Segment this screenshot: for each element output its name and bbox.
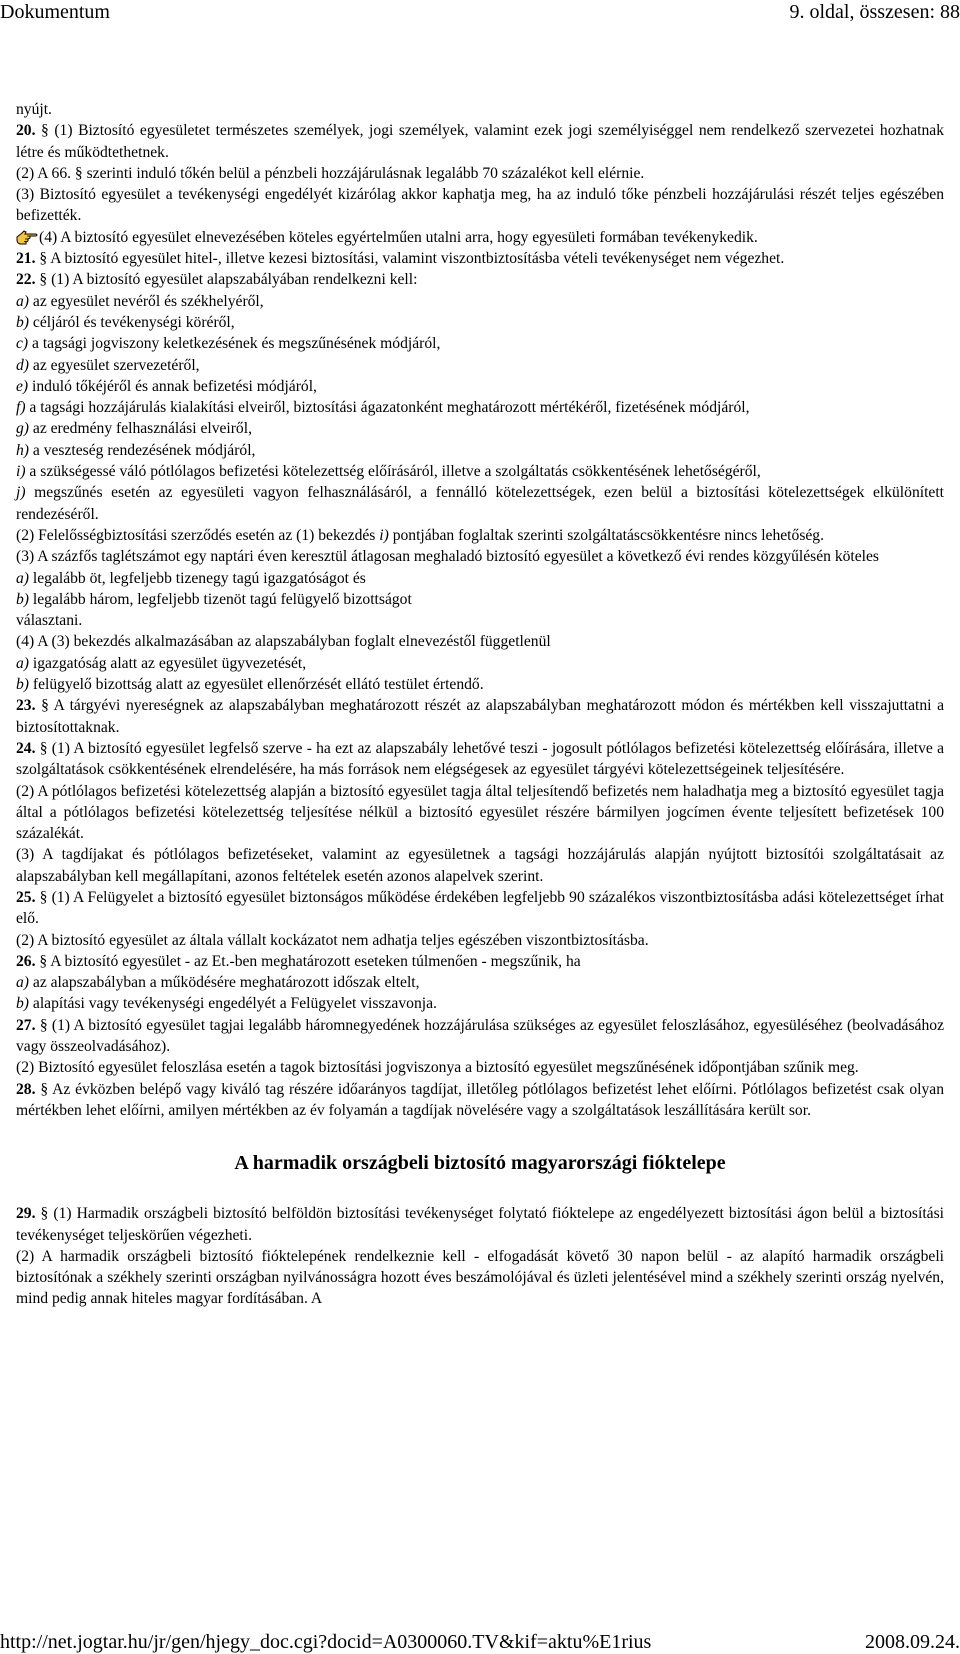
paragraph-text: (2) A harmadik országbeli biztosító fióktelepének rendelkeznie kell - elfogadását követő 30 napon belül - az alapító harmadik országbeli biztosítónak a székhely szerinti országban nyilvánosságra hozott éves beszámolójával és üzleti jelentésével mind a székhely szerinti ország nyelvén, mind pedig annak hiteles magyar fordításában. A [16,1247,944,1308]
section-number: 20. [16,122,36,140]
paragraph-text: § (1) A biztosító egyesület tagjai legalább háromnegyedének hozzájárulása szükséges az egyesület feloszlásához, egyesüléséhez (beolvadásához vagy összeolvadásához). [16,1016,944,1056]
list-marker: b) [16,313,29,331]
paragraph-text: a szükségessé váló pótlólagos befizetési kötelezettség előírásáról, illetve a szolgáltatás csökkentésének lehetőségéről, [25,463,761,481]
paragraph-text: § A biztosító egyesület - az Et.-ben meghatározott eseteken túlmenően - megszűnik, ha [39,952,581,970]
section-number: 22. [16,271,36,289]
paragraph-text: a veszteség rendezésének módjáról, [29,441,256,459]
paragraph [16,1057,944,1078]
section-paragraph [16,695,944,738]
paragraph-text: megszűnés esetén az egyesületi vagyon felhasználásáról, a fennálló kötelezettségek, ezen belül a biztosítási kötelezettségek elkülönített rendezéséről. [16,484,944,523]
list-item [16,461,944,482]
paragraph-text: a tagsági hozzájárulás kialakítási elveiről, biztosítási ágazatonként meghatározott mértékéről, fizetésének módjáról, [25,399,750,417]
paragraph-text: § A tárgyévi nyereségnek az alapszabályban meghatározott részét az alapszabályban meghatározott módon és mértékben kell visszajuttatni a biztosítottaknak. [16,697,944,736]
section-title: A harmadik országbeli biztosító magyarországi fióktelepe [234,1152,726,1175]
paragraph [16,1246,944,1310]
paragraph-text: az egyesület szervezetéről, [29,356,200,374]
paragraph-text: választani. [16,612,83,630]
list-marker: c) [16,335,29,353]
section-number: 26. [16,952,36,970]
list-item [16,333,944,354]
document-title: Dokumentum [0,1,110,23]
section-paragraph [16,248,944,269]
paragraph-text: legalább öt, legfeljebb tizenegy tagú igazgatóságot és [29,569,366,587]
paragraph-text: (2) Biztosító egyesület feloszlása esetén a tagok biztosítási jogviszonya a biztosító egyesület megszűnésének időpontjában szűnik meg. [16,1059,859,1077]
list-item [16,440,944,461]
list-marker: a) [16,569,29,587]
list-item [16,397,944,418]
list-marker: d) [16,356,29,374]
paragraph-text: alapítási vagy tevékenységi engedélyét a Felügyelet visszavonja. [29,995,437,1013]
paragraph-text: § (1) Biztosító egyesületet természetes személyek, jogi személyek, valamint ezek jogi személyiséggel nem rendelkező szervezetei hozhatnak létre és működtethetnek. [16,122,944,161]
section-paragraph [16,738,944,781]
list-item [16,653,944,674]
list-marker: f) [16,399,26,417]
paragraph [16,227,944,248]
paragraph [16,99,944,120]
section-paragraph [16,1203,944,1246]
paragraph-text: az egyesület nevéről és székhelyéről, [29,292,264,310]
footer-date: 2008.09.24. [865,1631,960,1653]
paragraph-text: § (1) A biztosító egyesület legfelső szerve - ha ezt az alapszabály lehetővé teszi - jogosult pótlólagos befizetési kötelezettség előírására, illetve a szolgáltatások csökkentésének elrendelésére, ha más források nem elégségesek az egyesület tárgyévi kötelezettségeinek teljesítésére. [16,739,944,779]
footer-url[interactable]: http://net.jogtar.hu/jr/gen/hjegy_doc.cgi?docid=A0300060.TV&kif=aktu%E1rius [0,1631,652,1653]
pointing-hand-icon[interactable] [16,228,38,246]
paragraph-text: az alapszabályban a működésére meghatározott időszak eltelt, [29,974,420,992]
list-item [16,589,944,610]
paragraph-text: induló tőkéjéről és annak befizetési módjáról, [28,377,317,395]
paragraph-text: felügyelő bizottság alatt az egyesület ellenőrzését ellátó testület értendő. [29,676,484,694]
paragraph-text: § (1) A biztosító egyesület alapszabályában rendelkezni kell: [39,271,418,289]
paragraph [16,631,944,652]
list-item [16,482,944,525]
document-body [16,99,944,1310]
paragraph-text: (2) A 66. § szerinti induló tőkén belül a pénzbeli hozzájárulásnak legalább 70 százalékot kell elérnie. [16,164,645,182]
paragraph-text: nyújt. [16,101,52,118]
paragraph [16,546,944,567]
paragraph-text: a tagsági jogviszony keletkezésének és megszűnésének módjáról, [28,335,441,353]
section-paragraph [16,269,944,290]
paragraph-text: (3) A százfős taglétszámot egy naptári éven keresztül átlagosan meghaladó biztosító egyesület a következő évi rendes közgyűlésén köteles [16,548,879,566]
list-marker: j) [16,484,26,502]
paragraph-text: legalább három, legfeljebb tizenöt tagú felügyelő bizottságot [29,590,412,608]
list-marker: a) [16,974,29,992]
page-header [0,0,960,24]
paragraph [16,781,944,845]
paragraph-text: (4) A biztosító egyesület elnevezésében köteles egyértelműen utalni arra, hogy egyesületi formában tevékenykedik. [39,228,758,246]
list-marker: a) [16,292,29,310]
paragraph-text: az eredmény felhasználási elveiről, [29,420,252,438]
list-item [16,993,944,1014]
section-number: 24. [16,739,36,757]
paragraph [16,930,944,951]
paragraph-text-after: pontjában foglaltak szerinti szolgáltatáscsökkentésre nincs lehetőség. [388,526,824,544]
list-marker: b) [16,590,29,608]
section-number: 28. [16,1080,36,1098]
section-paragraph [16,1015,944,1058]
list-item [16,972,944,993]
section-number: 27. [16,1016,36,1034]
section-paragraph [16,951,944,972]
paragraph [16,610,944,631]
list-marker: b) [16,676,29,694]
list-marker: b) [16,995,29,1013]
paragraph-text: (2) A pótlólagos befizetési kötelezettség alapján a biztosító egyesület tagja által teljesítendő befizetés nem haladhatja meg a biztosító egyesület tagja által a pótlólagos befizetési kötelezettség teljesítése nélkül a biztosító egyesület részére bármilyen jogcímen évente teljesített befizetések 100 százalékát. [16,782,944,843]
list-marker: a) [16,654,29,672]
list-item [16,568,944,589]
paragraph-text: igazgatóság alatt az egyesület ügyvezetését, [29,654,307,672]
paragraph-text: (2) A biztosító egyesület az általa vállalt kockázatot nem adhatja teljes egészében viszontbiztosításba. [16,931,649,949]
paragraph [16,184,944,227]
list-item [16,291,944,312]
paragraph-text: § (1) Harmadik országbeli biztosító belföldön biztosítási tevékenységet folytató fióktelepe az engedélyezett biztosítási ágon belül a biztosítási tevékenységet teljeskörűen végezheti. [16,1205,944,1244]
list-item [16,674,944,695]
paragraph [16,525,944,546]
section-number: 23. [16,697,36,715]
paragraph-group-branch [16,1203,944,1309]
page-footer [0,1630,960,1654]
paragraph-text: (3) Biztosító egyesület a tevékenységi engedélyét kizárólag akkor kaphatja meg, ha az induló tőke pénzbeli hozzájárulási részét teljes egészében befizették. [16,186,944,225]
section-number: 29. [16,1205,36,1223]
list-item [16,376,944,397]
list-item [16,355,944,376]
list-marker: i) [16,463,26,481]
paragraph-text: § A biztosító egyesület hitel-, illetve kezesi biztosítási, valamint viszontbiztosításba vételi tevékenységet nem végezhet. [39,250,785,268]
list-marker: e) [16,377,29,395]
paragraph-text: (4) A (3) bekezdés alkalmazásában az alapszabályban foglalt elnevezéstől függetlenül [16,633,551,651]
paragraph-text: § Az évközben belépő vagy kiváló tag részére időarányos tagdíjat, illetőleg pótlólagos befizetést lehet előírni. Pótlólagos befizetést csak olyan mértékben lehet előírni, amilyen mértékben az év folyamán a tagdíjak növelésére vagy a szolgáltatások leszállítására került sor. [16,1080,944,1119]
paragraph [16,163,944,184]
paragraph [16,844,944,887]
section-number: 21. [16,250,36,268]
list-marker: g) [16,420,29,438]
paragraph-text: (2) Felelősségbiztosítási szerződés esetén az (1) bekezdés [16,526,380,544]
page-info: 9. oldal, összesen: 88 [789,1,960,23]
list-item [16,312,944,333]
section-paragraph [16,1079,944,1122]
paragraph-text: (3) A tagdíjakat és pótlólagos befizetéseket, valamint az egyesületnek a tagsági hozzájárulás alapján nyújtott biztosítói szolgáltatásait az alapszabályban kell megállapítani, azonos feltételek esetén azonos alapelvek szerint. [16,846,944,885]
section-number: 25. [16,888,36,906]
paragraph-text: céljáról és tevékenységi köréről, [29,313,235,331]
list-marker: h) [16,441,29,459]
inline-reference: i) [379,526,389,544]
paragraph-text: § (1) A Felügyelet a biztosító egyesület biztonságos működése érdekében legfeljebb 90 százalékos viszontbiztosításba adási kötelezettséget írhat elő. [16,888,945,928]
section-paragraph [16,120,944,163]
paragraph-group-association [16,99,944,1121]
list-item [16,418,944,439]
section-paragraph [16,887,944,930]
